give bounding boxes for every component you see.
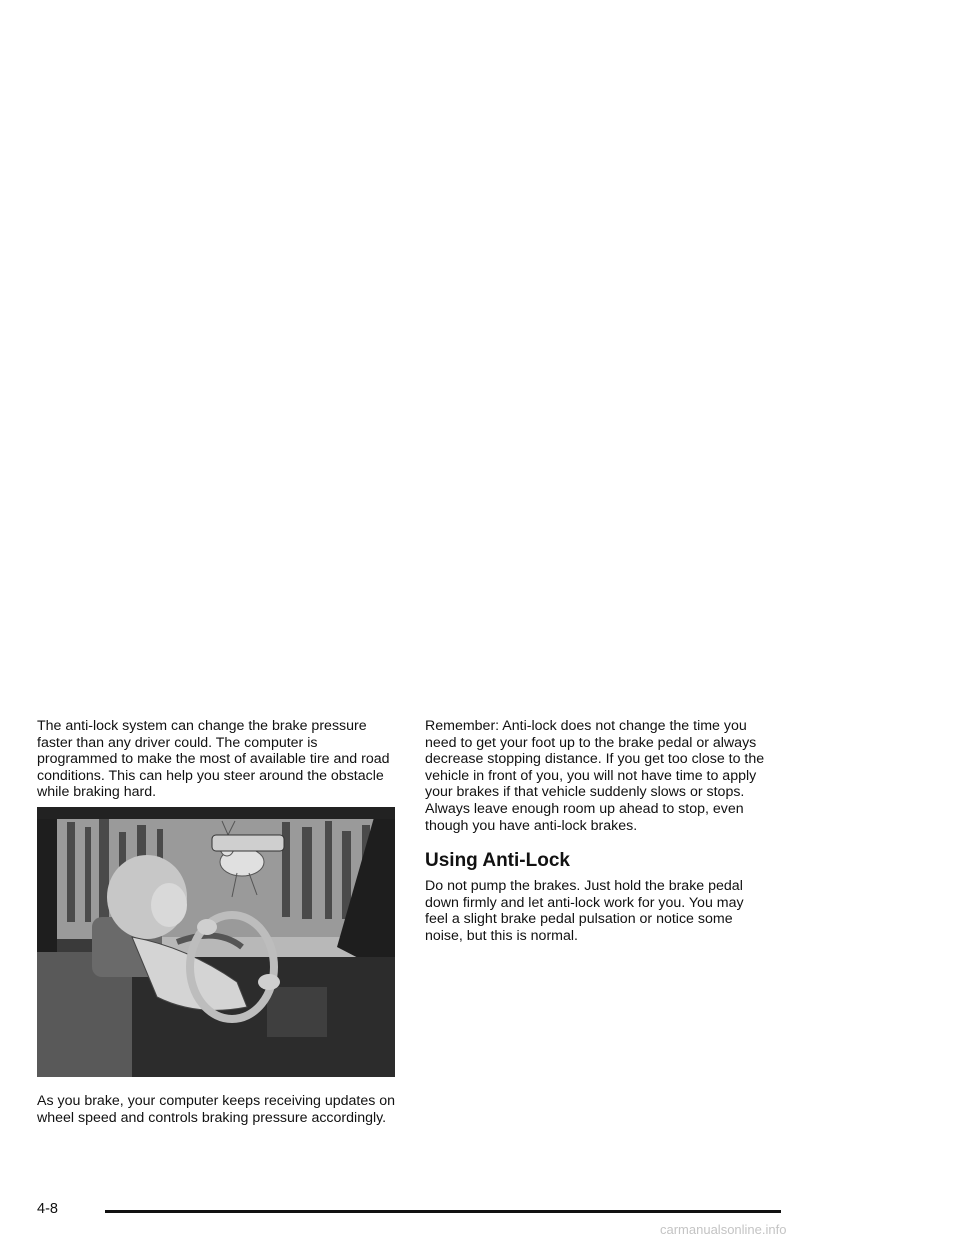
- page-number: 4-8: [37, 1201, 58, 1217]
- driver-braking-illustration: [37, 807, 395, 1077]
- watermark-text: carmanualsonline.info: [660, 1222, 787, 1237]
- using-anti-lock-paragraph: Do not pump the brakes. Just hold the brake pedal down firmly and let anti-lock work for you. You may feel a slight brake pedal pulsation or notice some noise, but this is normal.: [425, 878, 744, 944]
- right-column: [425, 718, 770, 945]
- intro-paragraph: The anti-lock system can change the brake pressure faster than any driver could. The computer is programmed to make the most of available tire and road conditions. This can help you steer around the obstacle while braking hard.: [37, 718, 390, 801]
- footer-rule: [105, 1210, 781, 1213]
- illustration-svg: [37, 807, 395, 1077]
- section-heading: Using Anti-Lock: [425, 850, 570, 872]
- remember-paragraph: Remember: Anti-lock does not change the time you need to get your foot up to the brake pedal or always decrease stopping distance. If you get too close to the vehicle in front of you, you will not have time to apply your brakes if that vehicle suddenly slows or stops. Always leave enough room up ahead to stop, even though you have anti-lock brakes.: [425, 718, 765, 834]
- left-column: [37, 718, 397, 801]
- caption-paragraph: As you brake, your computer keeps receiving updates on wheel speed and controls braking pressure accordingly.: [37, 1093, 396, 1126]
